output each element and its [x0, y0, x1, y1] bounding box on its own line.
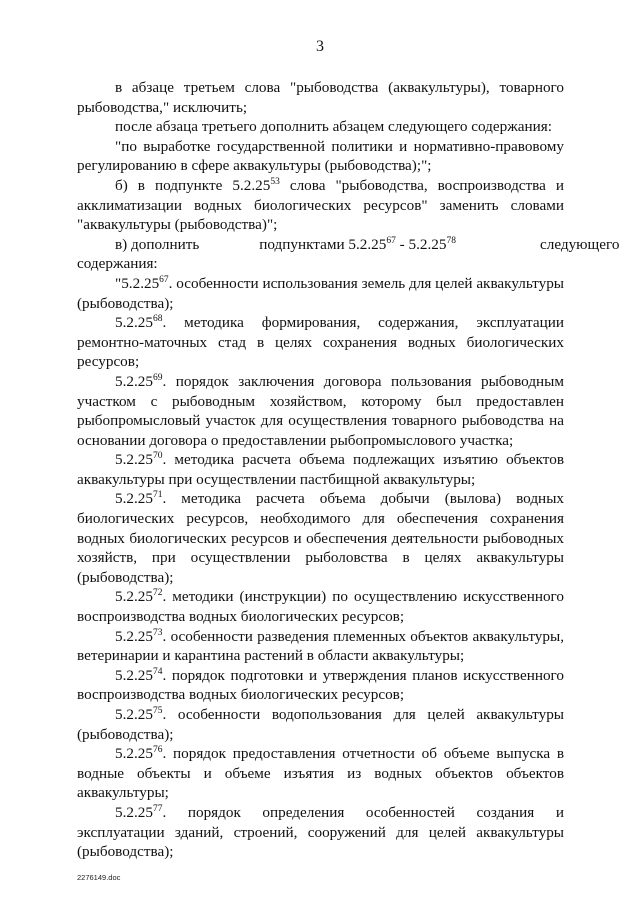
- footnote-superscript: 75: [152, 706, 163, 716]
- paragraph-text: после абзаца третьего дополнить абзацем следующего содержания:: [115, 118, 552, 136]
- footnote-superscript: 76: [152, 745, 163, 756]
- list-item: [77, 372, 564, 450]
- footnote-superscript: 67: [386, 235, 396, 246]
- list-item: [77, 274, 564, 313]
- item-number: 5.2.25: [115, 372, 153, 390]
- list-item: [77, 744, 564, 803]
- paragraph-text: в абзаце третьем слова "рыбоводства (аквакультуры), товарного рыбоводства," исключить;: [77, 79, 564, 116]
- paragraph-text: б) в подпункте 5.2.25: [115, 176, 271, 194]
- document-filename: 2276149.doc: [77, 873, 121, 882]
- footnote-superscript: 68: [152, 314, 163, 325]
- paragraph: [77, 137, 564, 176]
- footnote-superscript: 67: [159, 274, 169, 285]
- footnote-superscript: 53: [270, 176, 280, 187]
- list-item: [77, 450, 564, 489]
- paragraph-text: содержания:: [77, 255, 158, 273]
- document-body: [77, 78, 620, 862]
- footnote-superscript: 77: [152, 803, 163, 814]
- footnote-superscript: 78: [446, 235, 456, 246]
- list-item: [77, 803, 564, 862]
- paragraph-text: . методики (инструкции) по осуществлению искусственного воспроизводства водных биологических ресурсов;: [77, 588, 564, 626]
- paragraph-text: . порядок подготовки и утверждения планов искусственного воспроизводства водных биологических ресурсов;: [77, 666, 564, 704]
- footnote-superscript: 73: [152, 627, 163, 638]
- footnote-superscript: 70: [152, 451, 163, 462]
- item-number: 5.2.25: [115, 803, 153, 821]
- item-number: 5.2.25: [115, 666, 153, 684]
- item-number: 5.2.25: [115, 490, 153, 508]
- paragraph-text: . методика формирования, содержания, эксплуатации ремонтно-маточных стад в целях сохранения водных биологических ресурсов;: [77, 314, 564, 371]
- item-number: 5.2.25: [115, 706, 153, 723]
- item-number: 5.2.25: [115, 745, 153, 763]
- paragraph-text: . порядок заключения договора пользования рыбоводным участком с рыбоводным хозяйством, которому был предоставлен рыбопромысловый участок для осуществления товарного рыбоводства на основании договора о предоставлении рыбопромыслового участка;: [77, 372, 564, 449]
- paragraph-text: . методика расчета объема добычи (вылова) водных биологических ресурсов, необходимого для обеспечения сохранения водных биологических ресурсов и обеспечения деятельности рыбоводных хозяйств, при осуществлении рыболовства в целях аквакультуры (рыбоводства);: [77, 490, 564, 586]
- item-number: 5.2.25: [115, 451, 153, 469]
- item-v-continuation: [77, 254, 564, 274]
- item-number: 5.2.25: [115, 588, 153, 606]
- footnote-superscript: 72: [152, 588, 163, 599]
- item-number: 5.2.25: [115, 314, 153, 332]
- paragraph-text: в) дополнить: [115, 235, 200, 253]
- paragraph-text: следующего: [540, 235, 620, 253]
- paragraph: [77, 117, 564, 137]
- page-number: 3: [316, 38, 324, 55]
- paragraph-text: подпунктами 5.2.25: [259, 235, 387, 253]
- paragraph-text: - 5.2.25: [395, 235, 447, 253]
- quote-mark: ": [115, 274, 122, 292]
- list-item: [77, 313, 564, 372]
- list-item: [77, 627, 564, 666]
- paragraph: [77, 176, 564, 235]
- item-number: 5.2.25: [115, 627, 153, 645]
- paragraph-text: . порядок определения особенностей создания и эксплуатации зданий, строений, сооружений для целей аквакультуры (рыбоводства);: [77, 803, 564, 861]
- footnote-superscript: 74: [152, 666, 163, 677]
- paragraph-text: . особенности водопользования для целей аквакультуры (рыбоводства);: [77, 706, 564, 743]
- item-v-line: [77, 235, 620, 255]
- footnote-superscript: 71: [152, 490, 163, 501]
- paragraph-text: слова "рыбоводства, воспроизводства и акклиматизации водных биологических ресурсов" заменить словами "аквакультуры (рыбоводства)";: [77, 176, 565, 234]
- footnote-superscript: 69: [152, 372, 163, 383]
- paragraph: [77, 78, 564, 117]
- paragraph-text: "по выработке государственной политики и нормативно-правовому регулированию в сфере аквакультуры (рыбоводства);";: [77, 137, 564, 175]
- list-item: [77, 489, 564, 587]
- list-item: [77, 705, 564, 744]
- paragraph-text: . порядок предоставления отчетности об объеме выпуска в водные объекты и объеме изъятия из водных объектов объектов аквакультуры;: [77, 745, 564, 802]
- list-item: [77, 587, 564, 626]
- paragraph-text: . методика расчета объема подлежащих изъятию объектов аквакультуры при осуществлении пастбищной аквакультуры;: [77, 451, 564, 488]
- list-item: [77, 666, 564, 705]
- paragraph-text: . особенности разведения племенных объектов аквакультуры, ветеринарии и карантина растений в области аквакультуры;: [77, 627, 564, 665]
- item-number: 5.2.25: [121, 274, 160, 292]
- paragraph-text: . особенности использования земель для целей аквакультуры (рыбоводства);: [77, 274, 564, 312]
